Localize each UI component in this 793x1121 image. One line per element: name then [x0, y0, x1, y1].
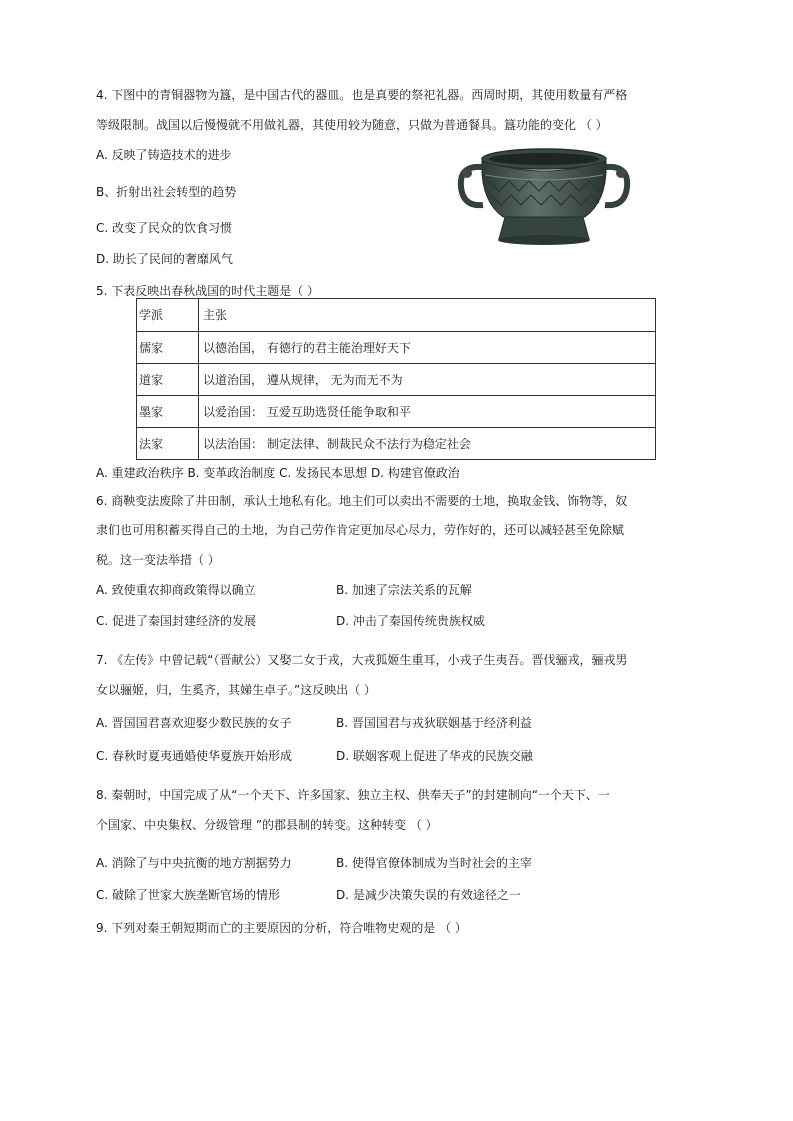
table-cell-school: 法家 — [137, 428, 199, 460]
table-cell-claim: 以法治国： 制定法律、制裁民众不法行为稳定社会 — [203, 437, 471, 451]
q6-option-a: A. 致使重农抑商政策得以确立 — [96, 583, 256, 597]
q4-option-a: A. 反映了铸造技术的进步 — [96, 148, 232, 162]
q6-stem-line1: 6. 商鞅变法废除了井田制，承认土地私有化。地主们可以卖出不需要的土地，换取金钱、饰物等，奴 — [96, 494, 628, 508]
table-cell-school: 儒家 — [137, 332, 199, 364]
q6-stem-line2: 隶们也可用积蓄买得自己的土地，为自己劳作肯定更加尽心尽力，劳作好的，还可以减轻甚至免除赋 — [96, 523, 625, 537]
q4-option-c: C. 改变了民众的饮食习惯 — [96, 221, 233, 235]
q7-stem-line1: 7. 《左传》中曾记载“（晋献公）又娶二女于戎，大戎狐姬生重耳，小戎子生夷吾。晋伐骊戎，骊戎男 — [96, 653, 628, 667]
q8-option-a: A. 消除了与中央抗衡的地方割据势力 — [96, 856, 292, 870]
table-row — [137, 363, 655, 396]
table-cell-school: 墨家 — [137, 396, 199, 428]
q4-option-d: D. 助长了民间的奢靡风气 — [96, 252, 233, 266]
q8-stem-line2: 个国家、中央集权、分级管理 ”的郡县制的转变。这种转变 （ ） — [96, 818, 438, 832]
q6-option-d: D. 冲击了秦国传统贵族权威 — [336, 614, 485, 628]
table-row — [137, 427, 655, 460]
q4-stem-line1: 4. 下图中的青铜器物为簋，是中国古代的器皿。也是真要的祭祀礼器。西周时期，其使用数量有严格 — [96, 88, 628, 102]
table-cell-claim: 以爱治国： 互爱互助选贤任能争取和平 — [203, 405, 411, 419]
q9-stem: 9. 下列对秦王朝短期而亡的主要原因的分析，符合唯物史观的是 （ ） — [96, 921, 467, 935]
q7-option-a: A. 晋国国君喜欢迎娶少数民族的女子 — [96, 716, 292, 730]
q5-options: A. 重建政治秩序 B. 变革政治制度 C. 发扬民本思想 D. 构建官僚政治 — [96, 466, 460, 480]
table-header-claim: 主张 — [203, 308, 228, 322]
table-header-row — [137, 299, 655, 331]
q6-option-b: B. 加速了宗法关系的瓦解 — [336, 583, 472, 597]
bronze-gui-vessel-image — [453, 145, 635, 247]
table-row — [137, 331, 655, 364]
q7-stem-line2: 女以骊姬，归，生奚齐，其娣生卓子。”这反映出（ ） — [96, 683, 377, 697]
table-cell-school: 道家 — [137, 364, 199, 396]
q6-stem-line3: 税。这一变法举措（ ） — [96, 553, 220, 567]
q4-stem-line2: 等级限制。战国以后慢慢就不用做礼器，其使用较为随意，只做为普通餐具。簋功能的变化 （ ） — [96, 118, 608, 132]
q8-option-b: B. 使得官僚体制成为当时社会的主宰 — [336, 856, 532, 870]
q8-option-c: C. 破除了世家大族垄断官场的情形 — [96, 888, 281, 902]
q5-stem: 5. 下表反映出春秋战国的时代主题是（ ） — [96, 284, 320, 298]
q8-option-d: D. 是减少决策失误的有效途径之一 — [336, 888, 521, 902]
table-cell-claim: 以德治国， 有德行的君主能治理好天下 — [203, 341, 411, 355]
table-header-school: 学派 — [137, 299, 199, 331]
q7-option-c: C. 春秋时夏夷通婚使华夏族开始形成 — [96, 749, 293, 763]
q4-option-b: B、折射出社会转型的趋势 — [96, 185, 237, 199]
q5-schools-table — [136, 298, 656, 460]
q7-option-b: B. 晋国国君与戎狄联姻基于经济利益 — [336, 716, 532, 730]
q7-option-d: D. 联姻客观上促进了华戎的民族交融 — [336, 749, 533, 763]
table-cell-claim: 以道治国， 遵从规律， 无为而无不为 — [203, 373, 403, 387]
q8-stem-line1: 8. 秦朝时，中国完成了从“一个天下、许多国家、独立主权、供奉天子”的封建制向“一个天下、一 — [96, 788, 610, 802]
table-row — [137, 395, 655, 428]
q6-option-c: C. 促进了秦国封建经济的发展 — [96, 614, 257, 628]
